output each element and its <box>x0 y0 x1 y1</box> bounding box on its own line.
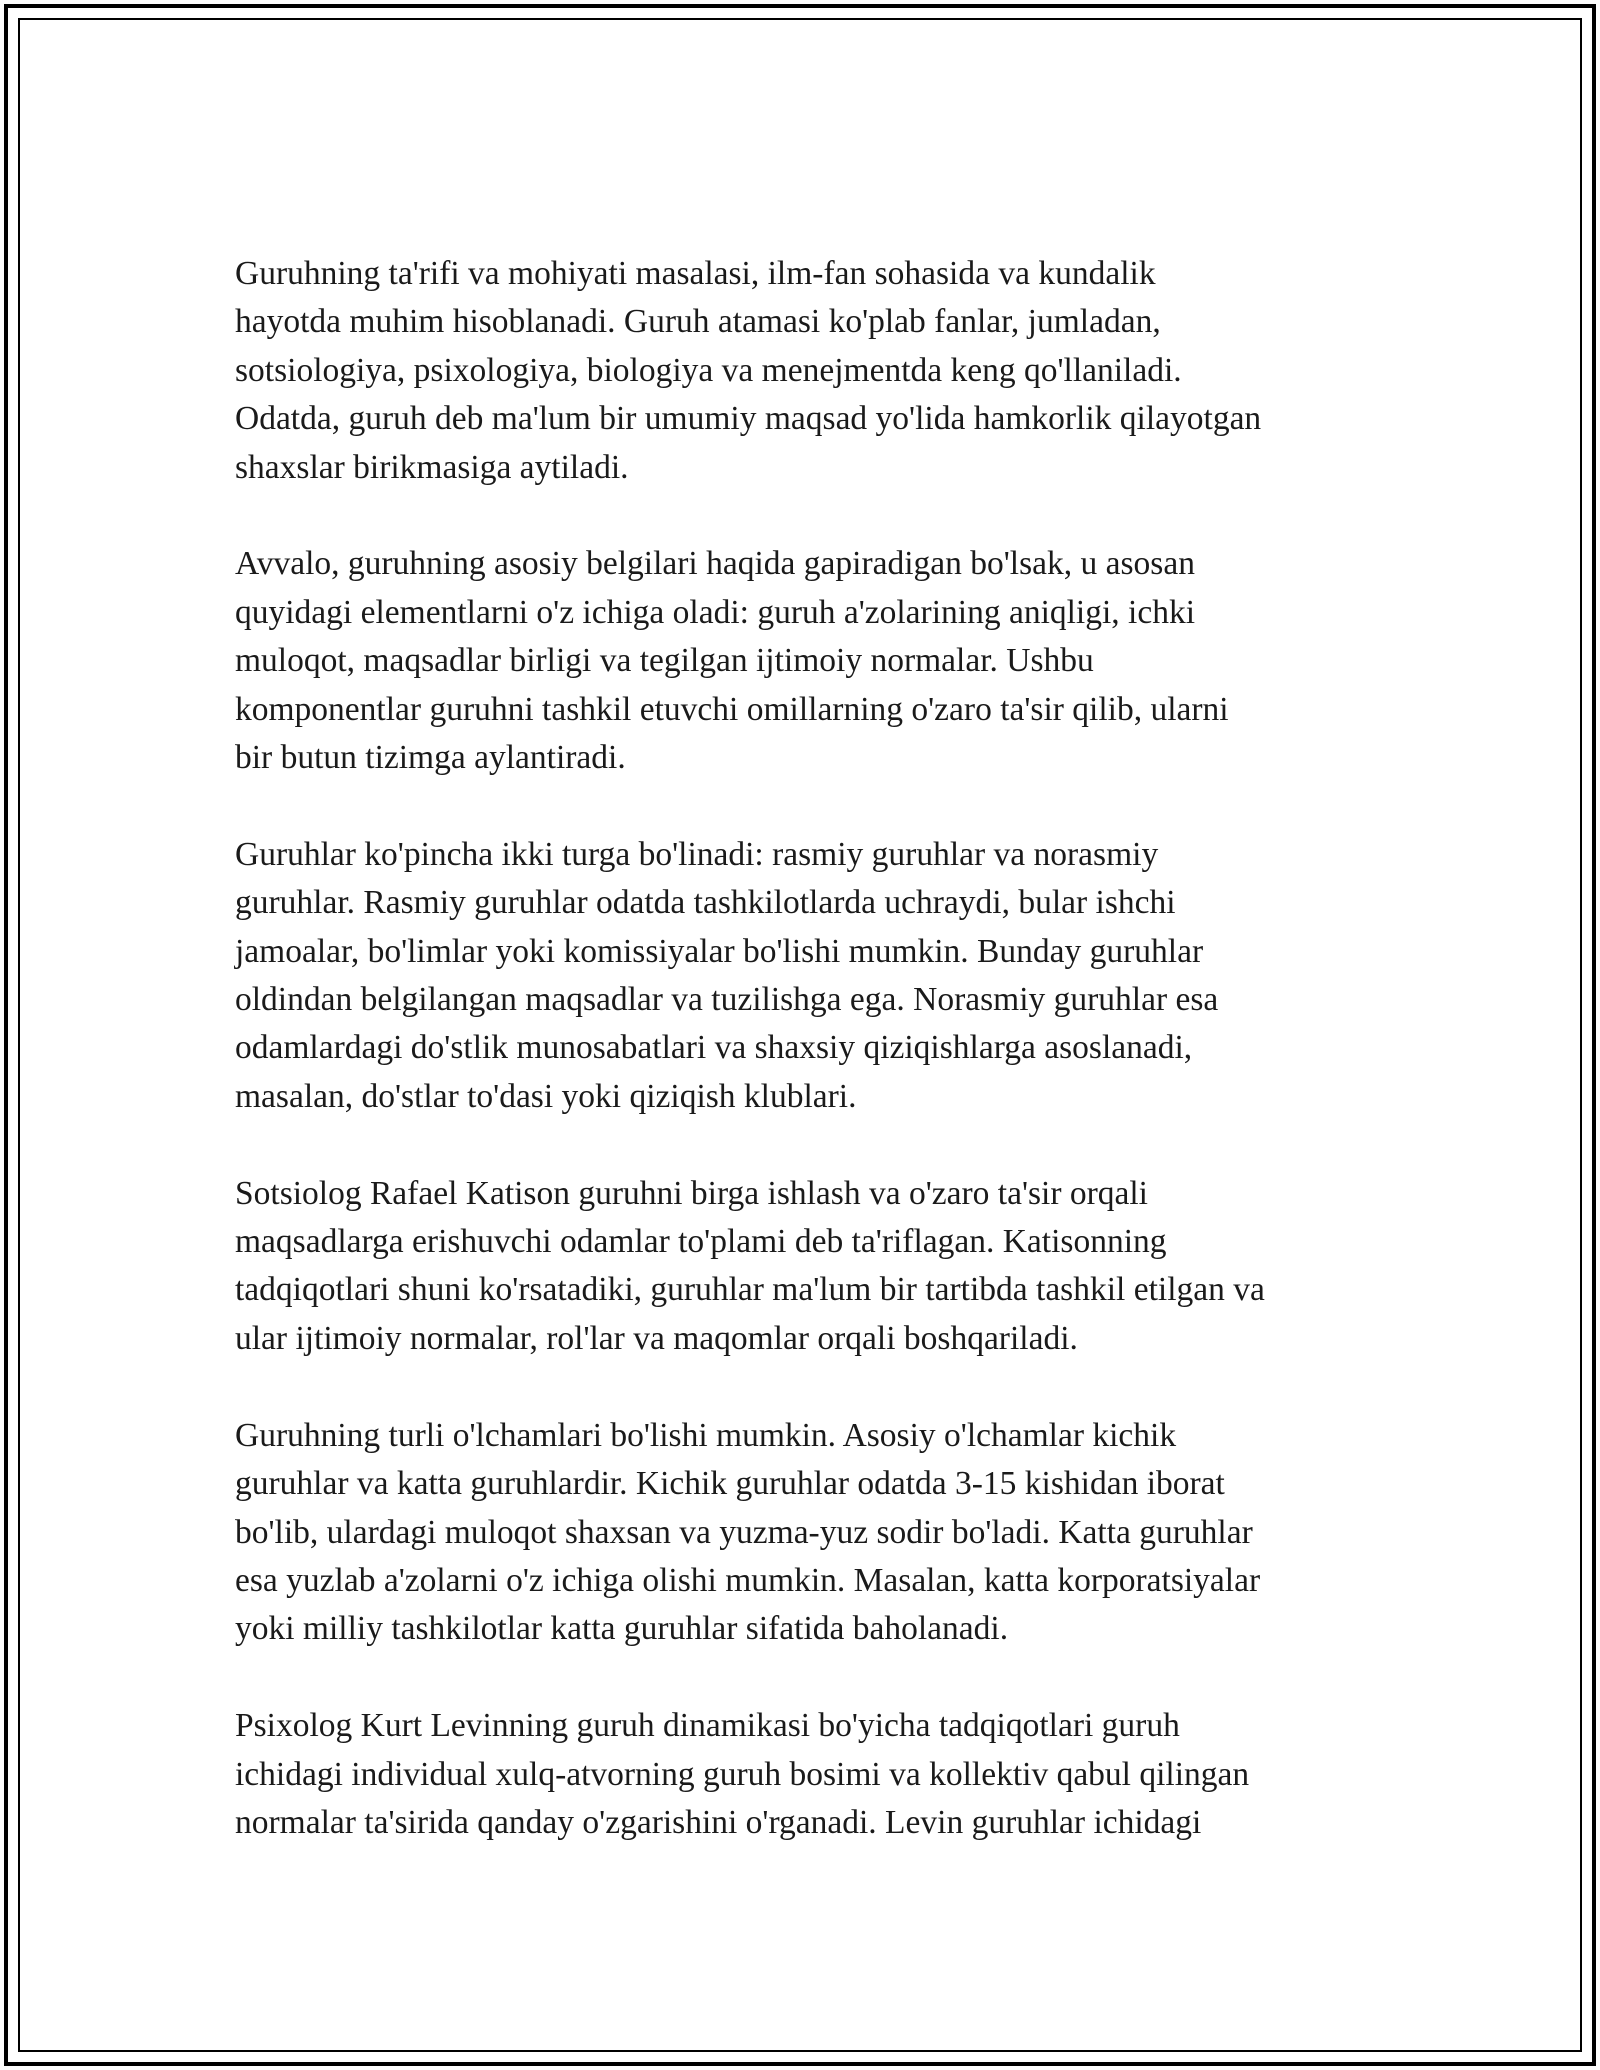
paragraph-main-features: Avvalo, guruhning asosiy belgilari haqida gapiradigan bo'lsak, u asosan quyidagi elementlarni o'z ichiga oladi: guruh a'zolarining aniqligi, ichki muloqot, maqsadlar birligi va tegilgan ijtimoiy normalar. Ushbu komponentlar guruhni tashkil etuvchi omillarning o'zaro ta'sir qilib, ularni bir butun tizimga aylantiradi. <box>235 545 1229 777</box>
paragraph-definition: Guruhning ta'rifi va mohiyati masalasi, ilm-fan sohasida va kundalik hayotda muhim hisoblanadi. Guruh atamasi ko'plab fanlar, jumladan, sotsiologiya, psixologiya, biologiya va menejmentda keng qo'llaniladi. Odatda, guruh deb ma'lum bir umumiy maqsad yo'lida hamkorlik qilayotgan shaxslar birikmasiga aytiladi. <box>235 255 1262 486</box>
paragraph-group-types: Guruhlar ko'pincha ikki turga bo'linadi: rasmiy guruhlar va norasmiy guruhlar. Rasmiy guruhlar odatda tashkilotlarda uchraydi, bular ishchi jamoalar, bo'limlar yoki komissiyalar bo'lishi mumkin. Bunday guruhlar oldindan belgilangan maqsadlar va tuzilishga ega. Norasmiy guruhlar esa odamlardagi do'stlik munosabatlari va shaxsiy qiziqishlarga asoslanadi, masalan, do'stlar to'dasi yoki qiziqish klublari. <box>235 835 1219 1115</box>
paragraph-group-sizes: Guruhning turli o'lchamlari bo'lishi mumkin. Asosiy o'lchamlar kichik guruhlar va katta guruhlardir. Kichik guruhlar odatda 3-15 kishidan iborat bo'lib, ulardagi muloqot shaxsan va yuzma-yuz sodir bo'ladi. Katta guruhlar esa yuzlab a'zolarni o'z ichiga olishi mumkin. Masalan, katta korporatsiyalar yoki milliy tashkilotlar katta guruhlar sifatida baholanadi. <box>235 1416 1261 1648</box>
paragraph-katison: Sotsiolog Rafael Katison guruhni birga ishlash va o'zaro ta'sir orqali maqsadlarga erishuvchi odamlar to'plami deb ta'riflagan. Katisonning tadqiqotlari shuni ko'rsatadiki, guruhlar ma'lum bir tartibda tashkil etilgan va ular ijtimoiy normalar, rol'lar va maqomlar orqali boshqariladi. <box>235 1174 1265 1357</box>
paragraph-levin: Psixolog Kurt Levinning guruh dinamikasi bo'yicha tadqiqotlari guruh ichidagi individual xulq-atvorning guruh bosimi va kollektiv qabul qilingan normalar ta'sirida qanday o'zgarishini o'rganadi. Levin guruhlar ichidagi <box>235 1707 1250 1841</box>
document-body <box>235 250 1395 1896</box>
